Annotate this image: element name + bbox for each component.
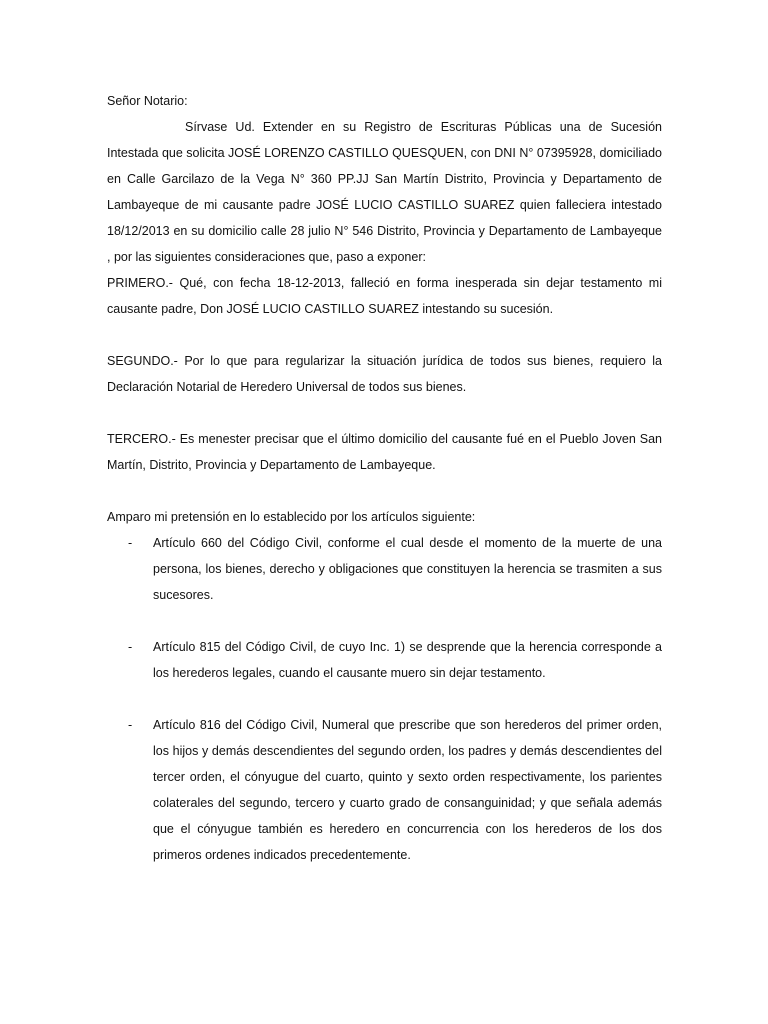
primero-paragraph: PRIMERO.- Qué, con fecha 18-12-2013, falleció en forma inesperada sin dejar testamento mi causante padre, Don JOSÉ LUCIO CASTILLO SUAREZ intestando su sucesión. xyxy=(107,276,662,316)
list-item xyxy=(107,712,662,868)
list-item xyxy=(107,530,662,608)
dash-bullet: - xyxy=(128,718,133,732)
articles-list xyxy=(107,530,662,868)
greeting: Señor Notario: xyxy=(107,94,188,108)
amparo-paragraph: Amparo mi pretensión en lo establecido por los artículos siguiente: xyxy=(107,510,476,524)
tercero-paragraph: TERCERO.- Es menester precisar que el último domicilio del causante fué en el Pueblo Joven San Martín, Distrito, Provincia y Departamento de Lambayeque. xyxy=(107,432,662,472)
article-815-text: Artículo 815 del Código Civil, de cuyo Inc. 1) se desprende que la herencia corresponde a los herederos legales, cuando el causante muero sin dejar testamento. xyxy=(153,640,662,680)
dash-bullet: - xyxy=(128,640,133,654)
segundo-paragraph: SEGUNDO.- Por lo que para regularizar la situación jurídica de todos sus bienes, requiero la Declaración Notarial de Heredero Universal de todos sus bienes. xyxy=(107,354,662,394)
list-item xyxy=(107,634,662,686)
document-page xyxy=(107,88,662,868)
dash-bullet: - xyxy=(128,536,133,550)
intro-paragraph: Sírvase Ud. Extender en su Registro de Escrituras Públicas una de Sucesión Intestada que solicita JOSÉ LORENZO CASTILLO QUESQUEN, con DNI N° 07395928, domiciliado en Calle Garcilazo de la Vega N° 360 PP.JJ San Martín Distrito, Provincia y Departamento de Lambayeque de mi causante padre JOSÉ LUCIO CASTILLO SUAREZ quien falleciera intestado 18/12/2013 en su domicilio calle 28 julio N° 546 Distrito, Provincia y Departamento de Lambayeque , por las siguientes consideraciones que, paso a exponer: xyxy=(107,120,662,264)
article-660-text: Artículo 660 del Código Civil, conforme el cual desde el momento de la muerte de una persona, los bienes, derecho y obligaciones que constituyen la herencia se trasmiten a sus sucesores. xyxy=(153,536,662,602)
article-816-text: Artículo 816 del Código Civil, Numeral que prescribe que son herederos del primer orden, los hijos y demás descendientes del segundo orden, los padres y demás descendientes del tercer orden, el cónyugue del cuarto, quinto y sexto orden respectivamente, los parientes colaterales del segundo, tercero y cuarto grado de consanguinidad; y que señala además que el cónyugue también es heredero en concurrencia con los herederos de los dos primeros ordenes indicados precedentemente. xyxy=(153,718,662,862)
